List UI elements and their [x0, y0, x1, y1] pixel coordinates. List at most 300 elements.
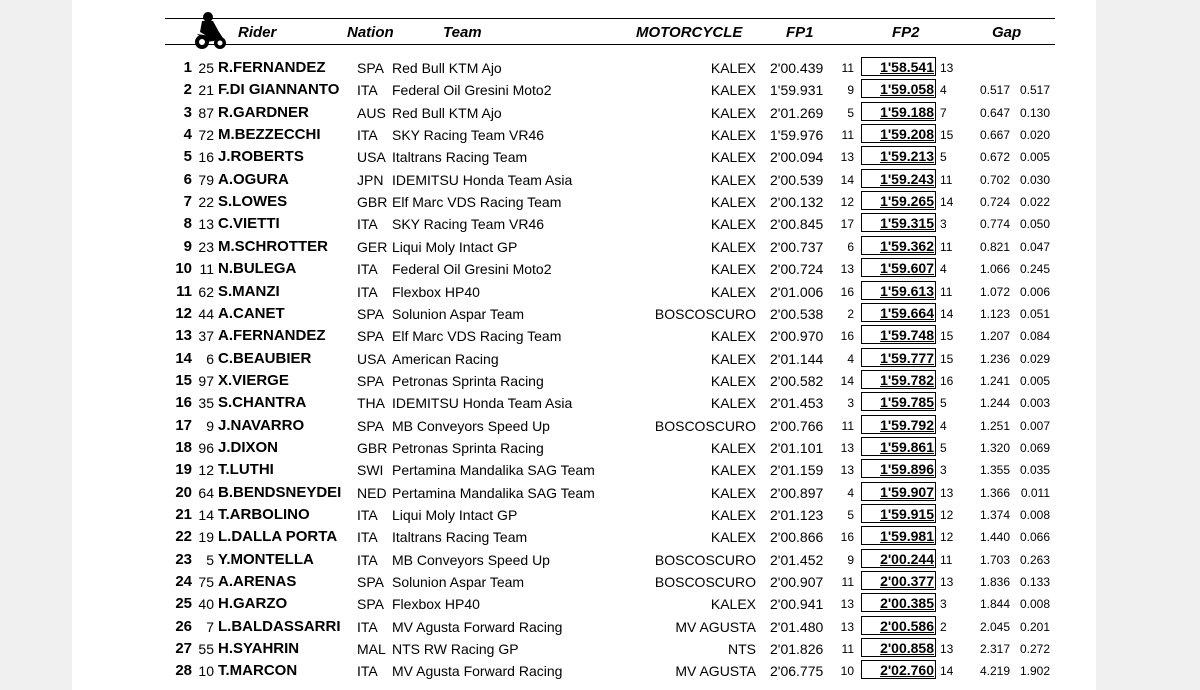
fp1-lap-cell: 4: [847, 351, 854, 366]
table-row: [0, 571, 1200, 593]
rider-number-cell: 6: [206, 350, 214, 367]
team-cell: SKY Racing Team VR46: [392, 127, 545, 144]
position-cell: 2: [183, 81, 192, 99]
fp2-time-cell: [861, 281, 936, 300]
gap-first-cell: 1.355: [979, 463, 1010, 478]
fp1-time-cell: 2'01.269: [770, 104, 824, 121]
fp2-time-value: 2'00.244: [880, 550, 934, 567]
fp1-lap-cell: 5: [847, 508, 854, 522]
gap-previous-cell: 0.050: [1019, 217, 1050, 232]
table-row: [0, 102, 1200, 124]
fp1-lap-cell: 13: [840, 440, 854, 455]
fp2-time-value: 1'59.058: [880, 81, 934, 98]
fp1-time-cell: 2'00.582: [770, 372, 824, 389]
fp1-time-cell: 2'01.826: [770, 641, 824, 658]
rider-name-cell: L.BALDASSARRI: [218, 617, 341, 635]
team-cell: IDEMITSU Honda Team Asia: [392, 171, 573, 188]
fp1-time-cell: 2'01.123: [770, 507, 824, 523]
motorcycle-cell: KALEX: [710, 507, 756, 523]
gap-previous-cell: 0.003: [1019, 396, 1050, 411]
header-bottom-rule: [165, 44, 1055, 45]
team-cell: Federal Oil Gresini Moto2: [392, 82, 552, 99]
rider-number-cell: 25: [198, 60, 214, 76]
fp1-time-cell: 2'00.866: [770, 529, 824, 546]
gap-previous-cell: 0.008: [1019, 508, 1050, 522]
rider-name-cell: H.GARZO: [218, 595, 288, 613]
rider-name-cell: F.DI GIANNANTO: [218, 81, 340, 99]
rider-name-cell: J.ROBERTS: [218, 148, 304, 166]
motorcycle-cell: KALEX: [710, 82, 756, 99]
rider-number-cell: 22: [198, 194, 214, 211]
table-row: [0, 303, 1200, 325]
fp2-time-value: 1'59.265: [880, 193, 934, 210]
rider-number-cell: 75: [198, 574, 214, 591]
fp2-time-cell: [861, 482, 936, 501]
fp1-time-cell: 2'00.970: [770, 328, 824, 345]
fp1-lap-cell: 11: [841, 418, 854, 433]
rider-name-cell: M.BEZZECCHI: [218, 126, 321, 144]
rider-name-cell: X.VIERGE: [218, 371, 289, 389]
fp2-lap-cell: 5: [940, 440, 947, 455]
position-cell: 26: [175, 617, 192, 635]
motorcycle-cell: BOSCOSCURO: [654, 551, 756, 568]
fp2-lap-cell: 14: [940, 664, 954, 679]
rider-name-cell: A.ARENAS: [218, 573, 297, 591]
fp2-time-cell: [861, 348, 936, 367]
position-cell: 23: [175, 550, 192, 568]
fp2-lap-cell: 4: [940, 418, 947, 433]
motorcycle-cell: KALEX: [710, 328, 756, 345]
rider-name-cell: A.OGURA: [218, 170, 289, 188]
nation-cell: ITA: [357, 551, 378, 568]
rider-name-cell: Y.MONTELLA: [218, 550, 314, 568]
header-motorcycle: MOTORCYCLE: [636, 24, 743, 41]
position-cell: 13: [175, 327, 192, 345]
table-row: [0, 482, 1200, 504]
table-row: [0, 459, 1200, 481]
rider-number-cell: 12: [198, 462, 214, 479]
nation-cell: NED: [357, 484, 387, 501]
team-cell: Pertamina Mandalika SAG Team: [392, 462, 595, 479]
gap-previous-cell: 0.263: [1019, 552, 1050, 567]
gap-first-cell: 4.219: [979, 664, 1010, 679]
fp2-lap-cell: 3: [940, 597, 947, 612]
position-cell: 12: [175, 304, 192, 322]
fp1-lap-cell: 12: [840, 195, 854, 210]
fp2-lap-cell: 11: [940, 239, 953, 254]
gap-previous-cell: 0.006: [1019, 284, 1050, 299]
position-cell: 18: [175, 438, 192, 456]
fp1-lap-cell: 13: [840, 150, 854, 165]
fp1-lap-cell: 13: [840, 619, 854, 634]
rider-number-cell: 40: [198, 596, 214, 613]
fp1-lap-cell: 16: [840, 530, 854, 545]
position-cell: 15: [175, 371, 192, 389]
fp2-time-value: 1'59.896: [880, 461, 934, 478]
fp2-time-cell: [861, 258, 936, 277]
gap-first-cell: 1.836: [979, 575, 1010, 590]
fp2-time-value: 1'59.782: [880, 371, 934, 388]
table-row: [0, 124, 1200, 146]
table-row: [0, 593, 1200, 615]
nation-cell: AUS: [357, 104, 386, 121]
fp2-lap-cell: 14: [940, 306, 954, 321]
motorcycle-cell: KALEX: [710, 372, 756, 389]
gap-first-cell: 1.207: [979, 329, 1010, 344]
nation-cell: SPA: [357, 417, 384, 434]
motorcycle-cell: BOSCOSCURO: [654, 417, 756, 434]
motorcycle-cell: KALEX: [710, 149, 756, 166]
rider-name-cell: T.ARBOLINO: [218, 506, 310, 523]
rider-name-cell: S.LOWES: [218, 193, 288, 211]
position-cell: 4: [183, 126, 192, 144]
nation-cell: SPA: [357, 574, 384, 591]
rider-number-cell: 5: [206, 551, 214, 568]
gap-previous-cell: 0.047: [1019, 239, 1050, 254]
rider-number-cell: 10: [198, 663, 214, 680]
rider-name-cell: C.VIETTI: [218, 215, 280, 233]
team-cell: Petronas Sprinta Racing: [392, 439, 544, 456]
fp2-lap-cell: 13: [940, 61, 954, 75]
fp2-lap-cell: 13: [940, 485, 954, 500]
table-row: [0, 392, 1200, 414]
fp2-lap-cell: 15: [940, 128, 954, 143]
fp2-lap-cell: 5: [940, 150, 947, 165]
gap-first-cell: 0.774: [979, 217, 1010, 232]
fp2-time-cell: [861, 504, 936, 523]
fp2-lap-cell: 3: [940, 463, 947, 478]
gap-first-cell: 1.844: [979, 597, 1010, 612]
fp2-time-cell: [861, 146, 936, 165]
position-cell: 27: [175, 640, 192, 658]
rider-name-cell: S.MANZI: [218, 282, 280, 300]
fp2-lap-cell: 15: [940, 351, 954, 366]
fp1-lap-cell: 6: [847, 239, 854, 254]
fp2-time-cell: [861, 549, 936, 568]
fp1-time-cell: 2'00.724: [770, 261, 824, 278]
fp2-lap-cell: 15: [940, 329, 954, 344]
rider-name-cell: B.BENDSNEYDEI: [218, 483, 342, 501]
table-row: [0, 57, 1200, 79]
table-row: [0, 191, 1200, 213]
gap-first-cell: 0.672: [979, 150, 1010, 165]
fp2-time-value: 1'59.792: [880, 416, 934, 433]
motorcycle-cell: BOSCOSCURO: [654, 574, 756, 591]
fp1-time-cell: 2'00.737: [770, 238, 824, 255]
fp2-time-value: 2'00.586: [880, 617, 934, 634]
fp2-time-cell: [861, 415, 936, 434]
rider-number-cell: 13: [198, 216, 214, 233]
rider-name-cell: S.CHANTRA: [218, 394, 307, 412]
gap-first-cell: 2.317: [979, 642, 1010, 657]
gap-previous-cell: 0.035: [1019, 463, 1050, 478]
team-cell: Solunion Aspar Team: [392, 305, 525, 322]
nation-cell: ITA: [357, 529, 378, 546]
position-cell: 1: [183, 59, 192, 76]
gap-first-cell: 1.244: [979, 396, 1010, 411]
team-cell: American Racing: [392, 350, 499, 367]
fp1-lap-cell: 5: [847, 105, 854, 120]
fp2-time-value: 1'59.861: [880, 438, 934, 455]
gap-previous-cell: 0.029: [1019, 351, 1050, 366]
team-cell: Solunion Aspar Team: [392, 574, 525, 591]
gap-previous-cell: 0.133: [1019, 575, 1050, 590]
fp2-time-cell: [861, 325, 936, 344]
motorcycle-rider-icon: [193, 12, 227, 48]
gap-first-cell: 1.072: [979, 284, 1010, 299]
fp2-time-value: 1'59.785: [880, 394, 934, 411]
motorcycle-cell: KALEX: [710, 104, 756, 121]
fp2-time-cell: [861, 169, 936, 188]
nation-cell: ITA: [357, 618, 378, 635]
fp2-time-cell: [861, 660, 936, 679]
gap-previous-cell: 0.005: [1019, 373, 1050, 388]
gap-previous-cell: 0.084: [1019, 329, 1050, 344]
fp1-lap-cell: 4: [847, 485, 854, 500]
fp2-time-value: 1'59.664: [880, 304, 934, 321]
gap-first-cell: 1.374: [979, 508, 1010, 522]
gap-first-cell: 0.821: [979, 239, 1010, 254]
fp2-time-cell: [861, 79, 936, 98]
gap-previous-cell: 0.201: [1019, 619, 1050, 634]
gap-first-cell: 1.703: [979, 552, 1010, 567]
motorcycle-cell: KALEX: [710, 261, 756, 278]
motorcycle-cell: BOSCOSCURO: [654, 305, 756, 322]
nation-cell: ITA: [357, 283, 378, 300]
table-row: [0, 325, 1200, 347]
rider-number-cell: 9: [206, 417, 214, 434]
gap-first-cell: 1.066: [979, 262, 1010, 277]
rider-number-cell: 62: [198, 283, 214, 300]
gap-first-cell: 1.320: [979, 440, 1010, 455]
motorcycle-cell: MV AGUSTA: [675, 618, 756, 635]
gap-previous-cell: 0.020: [1019, 128, 1050, 143]
fp2-time-value: 2'00.385: [880, 595, 934, 612]
rider-number-cell: 19: [198, 529, 214, 546]
team-cell: Petronas Sprinta Racing: [392, 372, 544, 389]
team-cell: Elf Marc VDS Racing Team: [392, 194, 562, 211]
rider-number-cell: 11: [199, 261, 214, 278]
fp2-time-cell: [861, 213, 936, 232]
fp1-time-cell: 2'00.094: [770, 149, 824, 166]
fp1-lap-cell: 14: [840, 172, 854, 187]
fp2-time-cell: [861, 526, 936, 545]
motorcycle-cell: KALEX: [710, 60, 756, 76]
fp2-lap-cell: 11: [940, 172, 953, 187]
team-cell: IDEMITSU Honda Team Asia: [392, 395, 573, 412]
fp1-time-cell: 1'59.976: [770, 127, 824, 144]
table-row: [0, 169, 1200, 191]
fp2-lap-cell: 12: [940, 530, 954, 545]
position-cell: 22: [175, 528, 192, 546]
gap-previous-cell: 0.272: [1019, 642, 1050, 657]
table-row: [0, 281, 1200, 303]
position-cell: 8: [183, 215, 192, 233]
table-row: [0, 258, 1200, 280]
fp1-time-cell: 2'00.907: [770, 574, 824, 591]
motorcycle-cell: KALEX: [710, 171, 756, 188]
table-row: [0, 437, 1200, 459]
header-gap: Gap: [992, 24, 1022, 41]
gap-first-cell: 1.236: [979, 351, 1010, 366]
team-cell: MV Agusta Forward Racing: [392, 618, 563, 635]
fp1-time-cell: 2'01.452: [770, 551, 824, 568]
table-header: [165, 12, 1055, 48]
team-cell: Italtrans Racing Team: [392, 149, 528, 166]
fp1-time-cell: 2'00.766: [770, 417, 824, 434]
nation-cell: SPA: [357, 60, 384, 76]
fp2-time-value: 1'59.213: [880, 148, 934, 165]
fp1-time-cell: 2'00.539: [770, 171, 824, 188]
nation-cell: GBR: [357, 194, 388, 211]
table-row: [0, 213, 1200, 235]
nation-cell: GER: [357, 238, 388, 255]
motorcycle-cell: KALEX: [710, 194, 756, 211]
position-cell: 7: [183, 193, 192, 211]
gap-first-cell: 0.517: [979, 83, 1010, 98]
fp1-lap-cell: 10: [840, 664, 854, 679]
header-rider: Rider: [238, 24, 277, 41]
fp2-time-cell: [861, 124, 936, 143]
gap-first-cell: 1.440: [979, 530, 1010, 545]
team-cell: Liqui Moly Intact GP: [392, 238, 518, 255]
rider-number-cell: 72: [198, 127, 214, 144]
rider-number-cell: 55: [198, 641, 214, 658]
fp2-lap-cell: 16: [940, 373, 954, 388]
rider-name-cell: T.MARCON: [218, 662, 298, 680]
gap-previous-cell: 0.030: [1019, 172, 1050, 187]
motorcycle-cell: KALEX: [710, 216, 756, 233]
gap-first-cell: 1.251: [979, 418, 1010, 433]
fp2-lap-cell: 2: [940, 619, 947, 634]
fp1-time-cell: 2'01.480: [770, 618, 824, 635]
rider-name-cell: A.FERNANDEZ: [218, 327, 326, 345]
nation-cell: USA: [357, 350, 386, 367]
fp1-lap-cell: 13: [840, 463, 854, 478]
gap-first-cell: 2.045: [979, 619, 1010, 634]
position-cell: 24: [175, 573, 192, 591]
gap-previous-cell: 0.011: [1020, 485, 1050, 500]
team-cell: Red Bull KTM Ajo: [392, 104, 502, 121]
motorcycle-cell: KALEX: [710, 127, 756, 144]
position-cell: 5: [183, 148, 192, 166]
nation-cell: ITA: [357, 216, 378, 233]
header-top-rule: [165, 18, 1055, 19]
fp1-time-cell: 2'00.439: [770, 60, 824, 76]
fp2-time-value: 2'02.760: [880, 662, 934, 679]
fp1-lap-cell: 17: [840, 217, 854, 232]
fp2-time-value: 1'59.208: [880, 126, 934, 143]
position-cell: 16: [175, 394, 192, 412]
fp2-time-cell: [861, 459, 936, 478]
fp2-time-cell: [861, 392, 936, 411]
header-nation: Nation: [347, 24, 394, 41]
fp1-time-cell: 2'06.775: [770, 663, 824, 680]
gap-previous-cell: 0.245: [1019, 262, 1050, 277]
position-cell: 3: [183, 103, 192, 121]
rider-name-cell: R.FERNANDEZ: [218, 59, 326, 76]
fp2-time-value: 1'59.748: [880, 327, 934, 344]
nation-cell: ITA: [357, 82, 378, 99]
table-row: [0, 348, 1200, 370]
position-cell: 17: [175, 416, 192, 434]
nation-cell: SPA: [357, 372, 384, 389]
position-cell: 9: [183, 237, 192, 255]
fp1-lap-cell: 11: [841, 642, 854, 657]
fp1-time-cell: 1'59.931: [770, 82, 824, 99]
fp1-time-cell: 2'01.006: [770, 283, 824, 300]
fp2-time-value: 1'58.541: [880, 59, 934, 75]
fp1-lap-cell: 11: [841, 575, 854, 590]
team-cell: NTS RW Racing GP: [392, 641, 519, 658]
rider-name-cell: R.GARDNER: [218, 103, 309, 121]
fp2-time-value: 1'59.907: [880, 483, 934, 500]
position-cell: 25: [175, 595, 192, 613]
team-cell: Elf Marc VDS Racing Team: [392, 328, 562, 345]
header-fp2: FP2: [892, 24, 920, 41]
fp1-time-cell: 2'00.538: [770, 305, 824, 322]
motorcycle-cell: KALEX: [710, 283, 756, 300]
rider-number-cell: 37: [198, 328, 214, 345]
fp1-lap-cell: 16: [840, 329, 854, 344]
header-team: Team: [443, 24, 482, 41]
nation-cell: JPN: [357, 171, 384, 188]
fp2-time-value: 2'00.377: [880, 573, 934, 590]
nation-cell: ITA: [357, 127, 378, 144]
fp1-lap-cell: 3: [847, 396, 854, 411]
fp2-lap-cell: 3: [940, 217, 947, 232]
rider-number-cell: 21: [198, 82, 214, 99]
motorcycle-cell: MV AGUSTA: [675, 663, 756, 680]
position-cell: 20: [175, 483, 192, 501]
gap-previous-cell: 0.008: [1019, 597, 1050, 612]
table-row: [0, 616, 1200, 638]
position-cell: 14: [175, 349, 192, 367]
team-cell: Italtrans Racing Team: [392, 529, 528, 546]
table-row: [0, 660, 1200, 682]
rider-number-cell: 14: [198, 507, 214, 523]
fp2-lap-cell: 4: [940, 83, 947, 98]
rider-number-cell: 79: [198, 171, 214, 188]
table-row: [0, 549, 1200, 571]
table-row: [0, 526, 1200, 548]
gap-previous-cell: 0.130: [1019, 105, 1050, 120]
fp1-lap-cell: 11: [841, 61, 854, 75]
motorcycle-cell: KALEX: [710, 596, 756, 613]
fp2-time-value: 1'59.607: [880, 260, 934, 277]
fp2-lap-cell: 13: [940, 642, 954, 657]
rider-number-cell: 35: [198, 395, 214, 412]
fp2-time-cell: [861, 191, 936, 210]
gap-first-cell: 0.702: [979, 172, 1010, 187]
rider-number-cell: 7: [206, 618, 214, 635]
fp2-lap-cell: 13: [940, 575, 954, 590]
fp1-time-cell: 2'00.132: [770, 194, 824, 211]
fp2-time-value: 1'59.188: [880, 103, 934, 120]
fp2-lap-cell: 5: [940, 396, 947, 411]
fp2-lap-cell: 11: [940, 552, 953, 567]
fp2-time-cell: [861, 303, 936, 322]
team-cell: MB Conveyors Speed Up: [392, 417, 550, 434]
fp1-lap-cell: 2: [847, 306, 854, 321]
rider-number-cell: 87: [198, 104, 214, 121]
fp1-lap-cell: 14: [840, 373, 854, 388]
gap-previous-cell: 0.007: [1019, 418, 1050, 433]
fp2-time-cell: [861, 102, 936, 121]
table-row: [0, 236, 1200, 258]
table-row: [0, 415, 1200, 437]
gap-previous-cell: 0.022: [1019, 195, 1050, 210]
